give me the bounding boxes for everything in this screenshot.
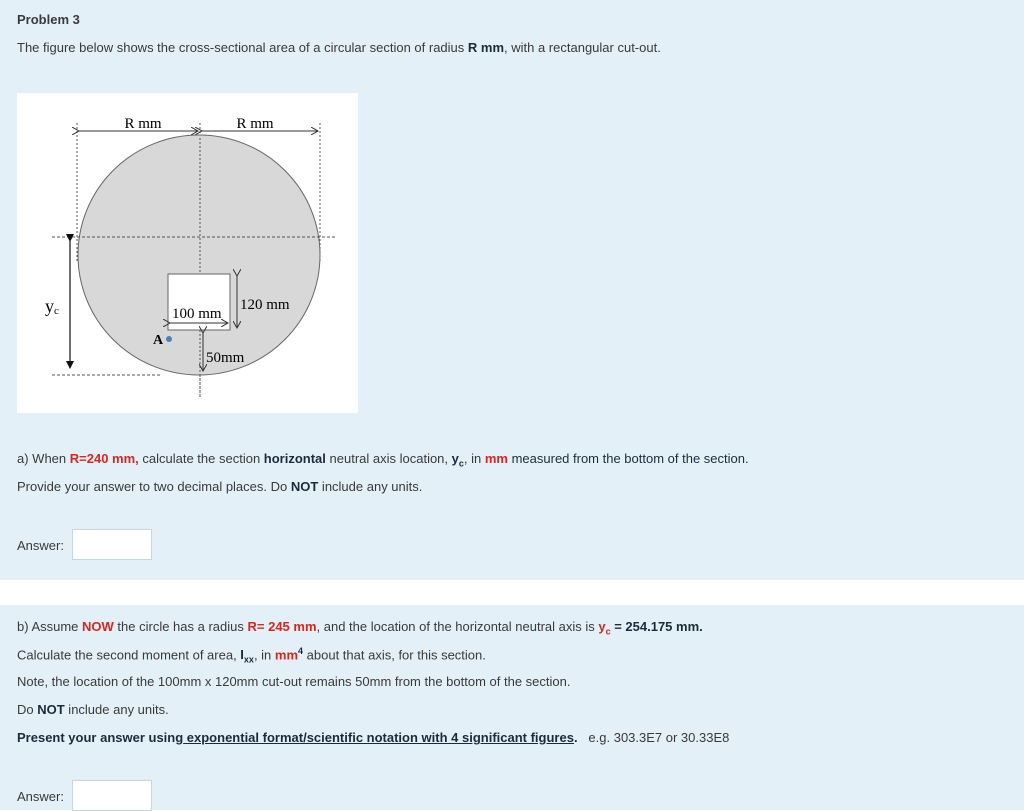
answer-a-label: Answer: [17,538,64,553]
problem-title: Problem 3 [17,12,80,27]
question-panel-b [0,605,1024,810]
part-b-line-2: Calculate the second moment of area, $I_{xx}$, in $mm^4$ about that axis, for this section. [17,646,486,665]
label-r-right: R mm [236,116,274,132]
label-height: 120 mm [240,297,290,313]
answer-a-input[interactable] [72,529,152,560]
circle-section [78,135,320,375]
part-b-line-4: Do NOT include any units. [17,702,169,717]
label-yc: yc [45,296,59,317]
point-a-marker [166,336,172,342]
part-b-line-5: Present your answer using exponential format/scientific notation with 4 significant figures. e.g. 303.3E7 or 30.33E8 [17,730,730,745]
label-offset: 50mm [206,350,245,366]
label-r-left: R mm [124,116,162,132]
answer-b-input[interactable] [72,780,152,811]
part-b-line-3: Note, the location of the 100mm x 120mm cut-out remains 50mm from the bottom of the section. [17,674,571,689]
cross-section-figure [17,93,358,413]
answer-b-label: Answer: [17,789,64,804]
label-point-a: A [153,333,164,348]
part-a-question: a) When R=240 mm, calculate the section horizontal neutral axis location, $y_c$, in mm measured from the bottom of the section. [17,451,749,469]
part-a-instructions: Provide your answer to two decimal places. Do NOT include any units. [17,479,423,494]
label-width: 100 mm [172,306,222,322]
problem-intro: The figure below shows the cross-sectional area of a circular section of radius R mm, with a rectangular cut-out. [17,40,661,55]
cross-section-diagram [17,93,358,413]
part-b-line-1: b) Assume NOW the circle has a radius R= 245 mm, and the location of the horizontal neutral axis is $y_c = 254.175$ mm. [17,619,703,637]
